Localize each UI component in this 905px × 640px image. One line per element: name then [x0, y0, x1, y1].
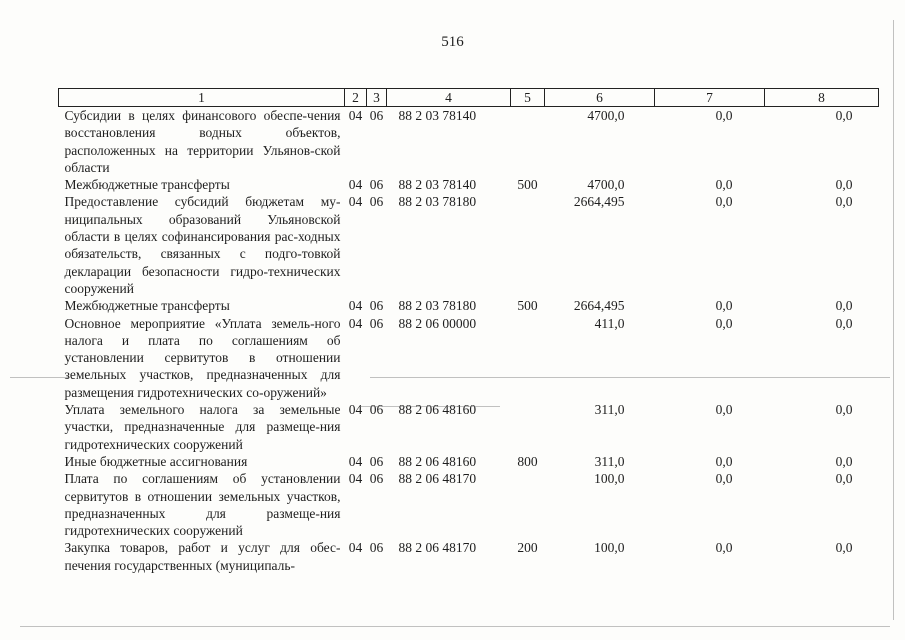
subsection-cell: 06: [369, 177, 384, 193]
section-cell: 04: [348, 194, 363, 210]
amount-2021-cell: 0,0: [715, 471, 733, 487]
amount-2020-cell: 2664,495: [573, 194, 625, 210]
amount-2020-cell: 100,0: [594, 471, 625, 487]
amount-2022-cell: 0,0: [835, 315, 853, 331]
subsection-cell: 06: [369, 471, 384, 487]
expense-type-cell: [511, 315, 545, 401]
amount-2021-cell: 0,0: [715, 540, 733, 556]
amount-2021-cell: 0,0: [715, 453, 733, 469]
target-code-cell: 88 2 06 48160: [398, 402, 477, 418]
amount-2020-cell: 311,0: [594, 402, 625, 418]
subsection-cell: 06: [369, 298, 384, 314]
table-row: [59, 539, 879, 574]
amount-2021-cell: 0,0: [715, 315, 733, 331]
target-code-cell: 88 2 06 48170: [398, 471, 477, 487]
section-cell: 04: [348, 177, 363, 193]
scan-noise-line: [370, 377, 890, 378]
expense-type-cell: [511, 470, 545, 539]
budget-table: [58, 88, 879, 574]
subsection-cell: 06: [369, 108, 384, 123]
subsection-cell: 06: [369, 402, 384, 418]
target-code-cell: 88 2 03 78180: [398, 298, 477, 314]
expense-type-cell: 500: [517, 177, 538, 193]
section-cell: 04: [348, 540, 363, 556]
target-code-cell: 88 2 06 00000: [398, 315, 477, 331]
subsection-cell: 06: [369, 540, 384, 556]
table-row: [59, 401, 879, 453]
header-cell: 3: [367, 89, 387, 107]
row-name-cell: Межбюджетные трансферты: [64, 298, 230, 314]
page-number: 516: [441, 34, 464, 50]
section-cell: 04: [348, 315, 363, 331]
header-cell: 2: [345, 89, 367, 107]
target-code-cell: 88 2 06 48170: [398, 540, 477, 556]
table-row: [59, 193, 879, 297]
header-row: [59, 89, 879, 107]
subsection-cell: 06: [369, 194, 384, 210]
amount-2022-cell: 0,0: [835, 402, 853, 418]
amount-2020-cell: 311,0: [594, 453, 625, 469]
amount-2021-cell: 0,0: [715, 402, 733, 418]
section-cell: 04: [348, 108, 363, 123]
header-cell: 8: [765, 89, 879, 107]
amount-2022-cell: 0,0: [835, 194, 853, 210]
amount-2022-cell: 0,0: [835, 471, 853, 487]
amount-2022-cell: 0,0: [835, 453, 853, 469]
row-name-cell: Уплата земельного налога за земельные участки, предназначенные для размеще-ния гидротехнических сооружений: [64, 402, 341, 452]
target-code-cell: 88 2 03 78140: [398, 177, 477, 193]
row-name-cell: Межбюджетные трансферты: [64, 177, 230, 193]
amount-2020-cell: 4700,0: [587, 177, 625, 193]
amount-2022-cell: 0,0: [835, 177, 853, 193]
section-cell: 04: [348, 402, 363, 418]
table-row: [59, 107, 879, 177]
expense-type-cell: [511, 401, 545, 453]
table-row: [59, 453, 879, 470]
amount-2020-cell: 411,0: [594, 315, 625, 331]
amount-2022-cell: 0,0: [835, 298, 853, 314]
table-row: [59, 470, 879, 539]
amount-2021-cell: 0,0: [715, 177, 733, 193]
amount-2022-cell: 0,0: [835, 108, 853, 123]
header-cell: 6: [545, 89, 655, 107]
scan-noise-line: [20, 626, 890, 627]
header-cell: 1: [59, 89, 345, 107]
section-cell: 04: [348, 453, 363, 469]
amount-2022-cell: 0,0: [835, 540, 853, 556]
scan-noise-line: [360, 406, 500, 407]
row-name-cell: Плата по соглашениям об установлении сервитутов в отношении земельных участков, предназначенных для размеще-ния гидротехнических сооружений: [64, 471, 341, 539]
amount-2021-cell: 0,0: [715, 194, 733, 210]
row-name-cell: Основное мероприятие «Уплата земель-ного налога и плата по соглашениям об установлении сервитутов в отношении земельных участков, предназначенных для размещения гидротехнических со-оружений»: [64, 315, 341, 400]
expense-type-cell: [511, 107, 545, 177]
header-cell: 4: [387, 89, 511, 107]
amount-2021-cell: 0,0: [715, 298, 733, 314]
header-cell: 5: [511, 89, 545, 107]
scan-noise-line: [893, 20, 894, 620]
header-cell: 7: [655, 89, 765, 107]
expense-type-cell: 800: [517, 453, 538, 469]
amount-2020-cell: 4700,0: [587, 108, 625, 123]
target-code-cell: 88 2 03 78140: [398, 108, 477, 123]
scan-noise-line: [10, 377, 70, 378]
target-code-cell: 88 2 06 48160: [398, 453, 477, 469]
target-code-cell: 88 2 03 78180: [398, 194, 477, 210]
table-row: [59, 176, 879, 193]
amount-2021-cell: 0,0: [715, 108, 733, 123]
subsection-cell: 06: [369, 315, 384, 331]
expense-type-cell: 500: [517, 298, 538, 314]
row-name-cell: Предоставление субсидий бюджетам му-ниципальных образований Ульяновской области в целях софинансирования рас-ходных обязательств, связанных с подго-товкой декларации безопасности гидро-технических сооружений: [64, 194, 341, 296]
table-row: [59, 297, 879, 314]
row-name-cell: Иные бюджетные ассигнования: [64, 453, 248, 469]
row-name-cell: Субсидии в целях финансового обеспе-чения восстановления водных объектов, расположенных на территории Ульянов-ской области: [64, 108, 341, 175]
subsection-cell: 06: [369, 453, 384, 469]
amount-2020-cell: 100,0: [594, 540, 625, 556]
expense-type-cell: 200: [517, 540, 538, 556]
row-name-cell: Закупка товаров, работ и услуг для обес-печения государственных (муниципаль-: [64, 540, 341, 573]
table-row: [59, 315, 879, 401]
amount-2020-cell: 2664,495: [573, 298, 625, 314]
expense-type-cell: [511, 193, 545, 297]
section-cell: 04: [348, 471, 363, 487]
section-cell: 04: [348, 298, 363, 314]
